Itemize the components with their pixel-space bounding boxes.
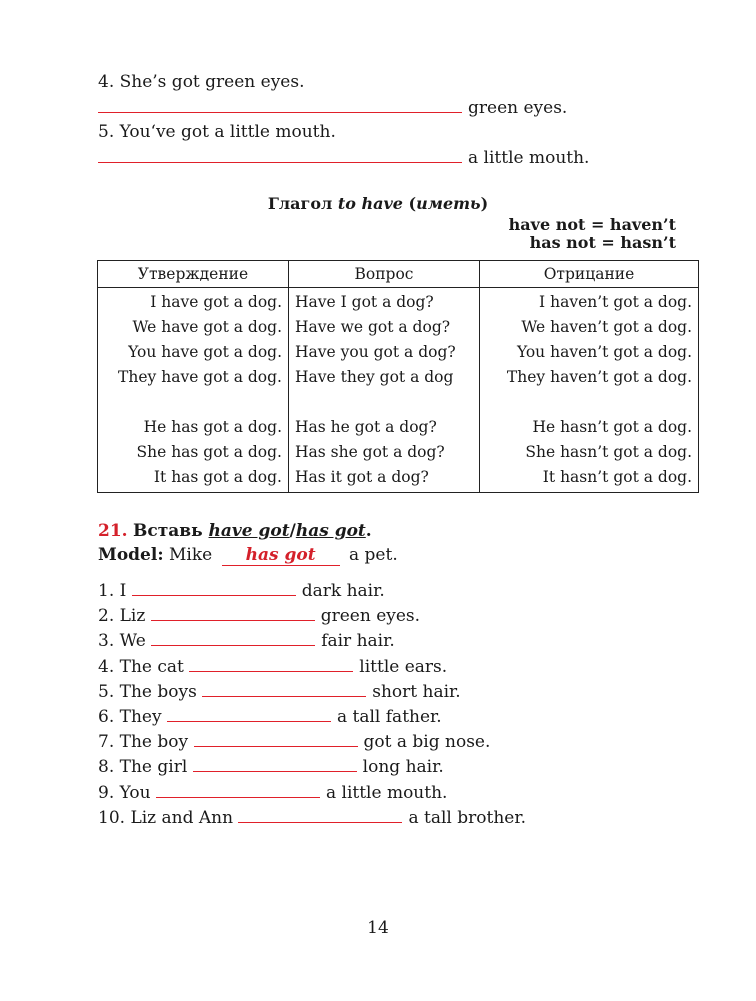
model-sentence [98,545,398,566]
list-item [98,806,526,831]
affirmative-column [98,288,289,493]
answer-blank[interactable] [202,680,366,697]
instruction-slash: / [289,521,296,541]
model-label: Model: [98,545,164,565]
contraction-has-not: has not = hasn’t [529,233,676,252]
item-end: little ears. [359,656,448,677]
list-item [98,629,526,654]
instruction-end: . [365,521,372,541]
table-cell: Has he got a dog? [295,418,437,436]
exercise-21-header [98,521,372,541]
table-cell: Have you got a dog? [295,343,456,361]
table-cell: I haven’t got a dog. [539,293,692,311]
item-end: a little mouth. [325,782,448,803]
item-end: a tall father. [336,707,442,728]
table-cell: You have got a dog. [128,343,282,361]
page-number: 14 [367,918,389,938]
exercise-answer-4 [98,96,567,119]
grammar-table [97,260,699,493]
item-end: got a big nose. [363,732,491,753]
answer-blank[interactable] [151,604,315,621]
table-cell: I have got a dog. [150,293,282,311]
answer-blank[interactable] [238,806,402,823]
answer-blank[interactable] [167,705,331,722]
negative-column [480,288,699,493]
answer-blank[interactable] [98,146,462,163]
item-start: 10. Liz and Ann [98,807,234,828]
answer-blank[interactable] [132,579,296,596]
table-cell: She hasn’t got a dog. [525,443,692,461]
table-cell: We have got a dog. [132,318,282,336]
list-item [98,705,526,730]
answer-blank[interactable] [193,755,357,772]
table-cell: Has it got a dog? [295,468,429,486]
exercise-number: 21. [98,521,128,541]
item-end: fair hair. [321,631,395,652]
item-start: 9. You [98,782,151,803]
table-cell: It hasn’t got a dog. [542,468,692,486]
title-meaning: иметь [416,194,481,213]
item-end: green eyes. [320,606,421,627]
table-cell: He has got a dog. [143,418,282,436]
header-affirmative: Утверждение [98,261,289,288]
title-verb: to have [337,194,403,213]
question-column [289,288,480,493]
list-item [98,604,526,629]
exercise-answer-5 [98,146,589,169]
item-start: 7. The boy [98,732,189,753]
table-header-row [98,261,699,288]
table-cell: Have I got a dog? [295,293,434,311]
table-cell: She has got a dog. [136,443,282,461]
item-start: 3. We [98,631,146,652]
option-have-got: have got [208,521,290,541]
exercise-21-items [98,579,526,831]
list-item [98,730,526,755]
grammar-title [0,194,756,213]
answer-blank[interactable] [194,730,358,747]
item-start: 8. The girl [98,757,188,778]
item-start: 4. The cat [98,656,184,677]
option-has-got: has got [295,521,366,541]
model-answer: has got [222,545,340,566]
table-cell: Have we got a dog? [295,318,451,336]
answer-blank[interactable] [151,629,315,646]
model-tail: a pet. [349,545,398,565]
answer-tail: a little mouth. [468,148,590,168]
header-question: Вопрос [289,261,480,288]
item-start: 2. Liz [98,606,146,627]
list-item [98,579,526,604]
item-end: long hair. [362,757,444,778]
answer-blank[interactable] [98,96,462,113]
item-end: a tall brother. [408,807,527,828]
list-item [98,781,526,806]
exercise-sentence-5: 5. You‘ve got a little mouth. [98,122,336,142]
table-body-row [98,288,699,493]
title-prefix: Глагол [267,194,338,213]
header-negative: Отрицание [480,261,699,288]
exercise-sentence-4: 4. She’s got green eyes. [98,72,305,92]
item-start: 5. The boys [98,681,197,702]
list-item [98,655,526,680]
table-cell: They have got a dog. [118,368,282,386]
list-item [98,680,526,705]
list-item [98,755,526,780]
table-cell: Has she got a dog? [295,443,445,461]
item-end: dark hair. [301,581,385,601]
model-subject: Mike [163,545,213,565]
title-close: ) [480,194,489,213]
table-cell: They haven’t got a dog. [506,368,692,386]
exercise-instruction [133,521,372,541]
table-cell: We haven’t got a dog. [521,318,692,336]
title-open: ( [402,194,417,213]
item-start: 6. They [98,707,162,728]
contraction-have-not: have not = haven’t [508,215,676,234]
answer-tail: green eyes. [468,98,568,118]
table-cell: It has got a dog. [153,468,282,486]
item-start: 1. I [98,581,127,601]
table-cell: Have they got a dog [295,368,454,386]
answer-blank[interactable] [189,655,353,672]
item-end: short hair. [372,681,461,702]
table-cell: He hasn’t got a dog. [532,418,692,436]
table-cell: You haven’t got a dog. [516,343,692,361]
instruction-prefix: Вставь [132,521,209,541]
answer-blank[interactable] [156,781,320,798]
